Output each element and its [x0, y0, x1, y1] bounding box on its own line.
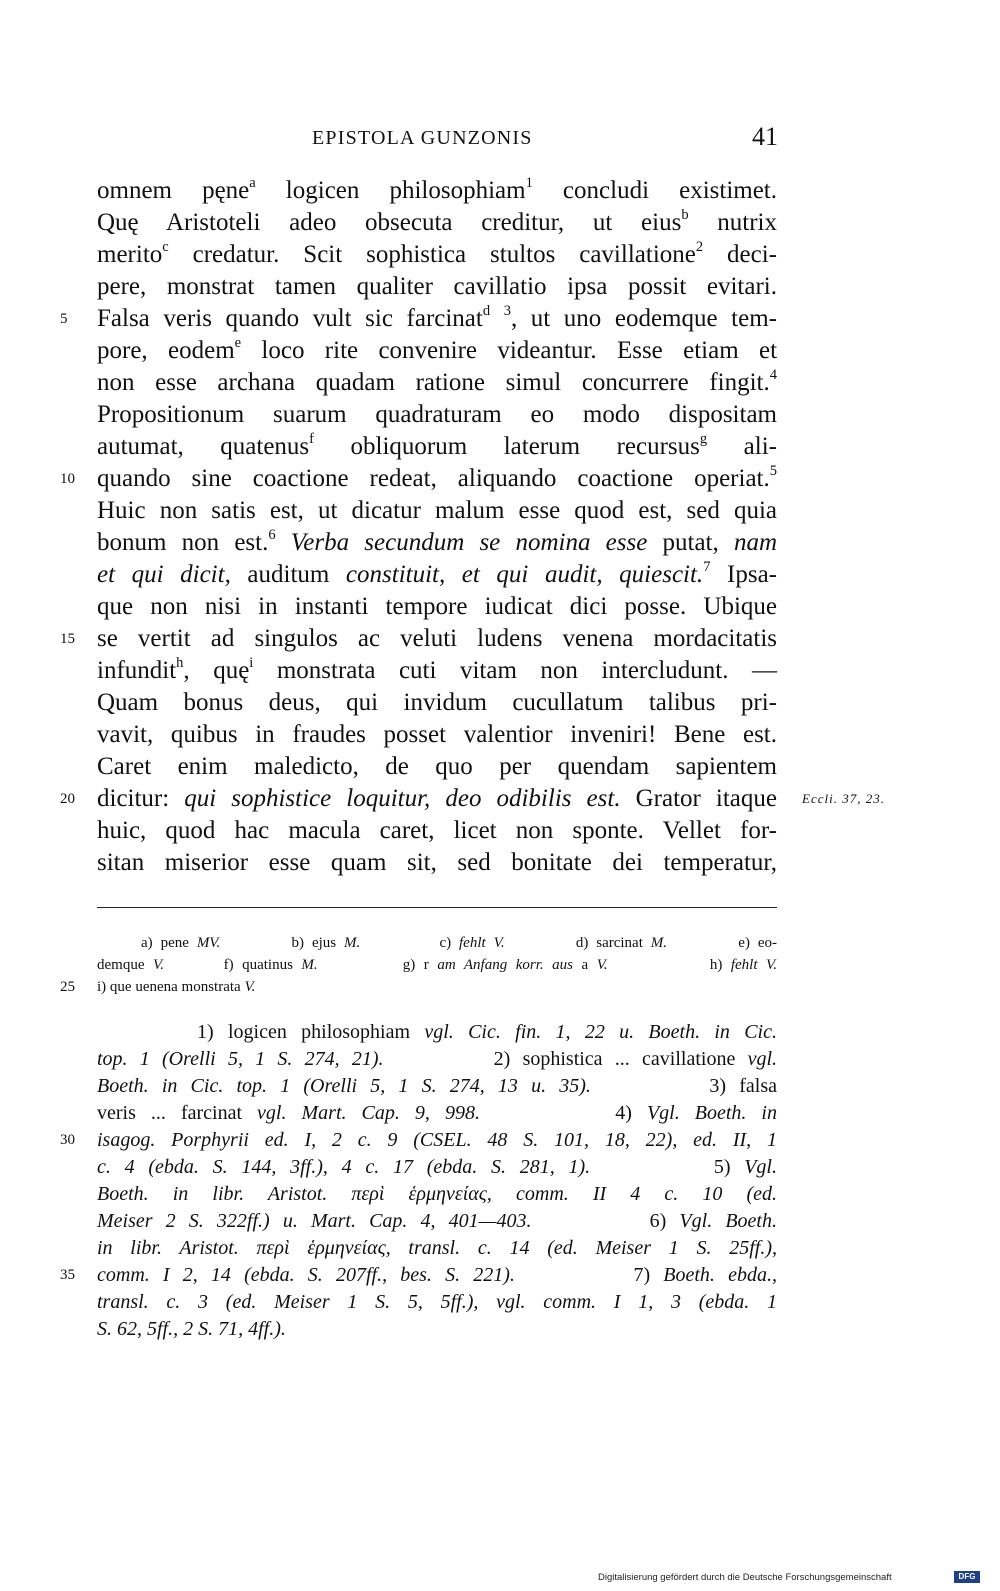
line-number: 20	[60, 791, 75, 807]
text-line: Falsa veris quando vult sic farcinat$^d$ $^3$, ut uno eodemque tem-	[97, 303, 777, 332]
footnote-line: Meiser 2 S. 322ff.) u. Mart. Cap. 4, 401—403. 6) Vgl. Boeth.	[97, 1210, 777, 1232]
text-line: pore, eodem$^e$ loco rite convenire videantur. Esse etiam et	[97, 335, 778, 364]
text-line: huic, quod hac macula caret, licet non sponte. Vellet for-	[97, 817, 777, 844]
text-line: Propositionum suarum quadraturam eo modo dispositam	[97, 401, 777, 428]
line-number: 25	[60, 979, 75, 995]
text-line: Quę Aristoteli adeo obsecuta creditur, ut eius$^b$ nutrix	[97, 207, 778, 236]
footnote-line: top. 1 (Orelli 5, 1 S. 274, 21). 2) sophistica ... cavillatione vgl.	[97, 1048, 777, 1070]
footnote-divider	[97, 907, 777, 908]
footnote-line: S. 62, 5ff., 2 S. 71, 4ff.).	[97, 1318, 286, 1340]
digitization-credit: Digitalisierung gefördert durch die Deutsche Forschungsgemeinschaft	[598, 1572, 892, 1583]
text-line: que non nisi in instanti tempore iudicat dici posse. Ubique	[97, 593, 777, 620]
line-number: 10	[60, 471, 75, 487]
text-line: Quam bonus deus, qui invidum cucullatum talibus pri-	[97, 689, 777, 716]
footnote-line: 1) logicen philosophiam vgl. Cic. fin. 1, 22 u. Boeth. in Cic.	[97, 1021, 777, 1043]
text-line: et qui dicit, auditum constituit, et qui audit, quiescit.$^7$ Ipsa-	[97, 559, 777, 588]
text-line: sitan miserior esse quam sit, sed bonitate dei temperatur,	[97, 849, 777, 876]
text-line: merito$^c$ credatur. Scit sophistica stultos cavillatione$^2$ deci-	[97, 239, 777, 268]
line-number: 5	[60, 311, 68, 327]
apparatus-line: a) pene MV. b) ejus M. c) fehlt V. d) sarcinat M. e) eo-	[141, 935, 778, 951]
apparatus-line: demque V. f) quatinus M. g) r am Anfang korr. aus a V. h) fehlt V.	[97, 957, 777, 973]
line-number: 35	[60, 1267, 75, 1283]
page-number: 41	[752, 122, 778, 151]
text-line: Caret enim maledicto, de quo per quendam sapientem	[97, 753, 777, 780]
footnote-line: in libr. Aristot. περὶ ἑρμηνείας, transl. c. 14 (ed. Meiser 1 S. 25ff.),	[97, 1237, 777, 1259]
line-number: 30	[60, 1132, 75, 1148]
dfg-logo: DFG	[954, 1571, 980, 1583]
margin-citation: Eccli. 37, 23.	[802, 791, 885, 806]
text-line: omnem pęne$^a$ logicen philosophiam$^1$ concludi existimet.	[97, 175, 778, 204]
text-line: non esse archana quadam ratione simul concurrere fingit.$^4$	[97, 367, 777, 396]
text-line: bonum non est.$^6$ Verba secundum se nomina esse putat, nam	[97, 527, 777, 556]
footnote-line: veris ... farcinat vgl. Mart. Cap. 9, 998. 4) Vgl. Boeth. in	[97, 1102, 777, 1124]
text-line: infundit$^h$, quę$^i$ monstrata cuti vitam non intercludunt. —	[97, 655, 777, 684]
text-line: dicitur: qui sophistice loquitur, deo odibilis est. Grator itaque	[97, 785, 777, 812]
apparatus-line: i) que uenena monstrata V.	[97, 979, 256, 995]
footnote-line: Boeth. in libr. Aristot. περὶ ἑρμηνείας, comm. II 4 c. 10 (ed.	[97, 1183, 777, 1205]
text-line: autumat, quatenus$^f$ obliquorum laterum recursus$^g$ ali-	[97, 431, 777, 460]
text-line: vavit, quibus in fraudes posset valentior inveniri! Bene est.	[97, 721, 777, 748]
footnote-line: Boeth. in Cic. top. 1 (Orelli 5, 1 S. 274, 13 u. 35). 3) falsa	[97, 1075, 777, 1097]
footnote-line: c. 4 (ebda. S. 144, 3ff.), 4 c. 17 (ebda. S. 281, 1). 5) Vgl.	[97, 1156, 777, 1178]
footnote-line: isagog. Porphyrii ed. I, 2 c. 9 (CSEL. 48 S. 101, 18, 22), ed. II, 1	[97, 1129, 777, 1151]
text-line: Huic non satis est, ut dicatur malum esse quod est, sed quia	[97, 497, 777, 524]
line-number: 15	[60, 631, 75, 647]
text-line: quando sine coactione redeat, aliquando coactione operiat.$^5$	[97, 463, 777, 492]
text-line: se vertit ad singulos ac veluti ludens venena mordacitatis	[97, 625, 777, 652]
footnote-line: transl. c. 3 (ed. Meiser 1 S. 5, 5ff.), vgl. comm. I 1, 3 (ebda. 1	[97, 1291, 777, 1313]
text-line: pere, monstrat tamen qualiter cavillatio ipsa possit evitari.	[97, 273, 777, 300]
running-header-title: EPISTOLA GUNZONIS	[312, 127, 533, 149]
footnote-line: comm. I 2, 14 (ebda. S. 207ff., bes. S. 221). 7) Boeth. ebda.,	[97, 1264, 777, 1286]
